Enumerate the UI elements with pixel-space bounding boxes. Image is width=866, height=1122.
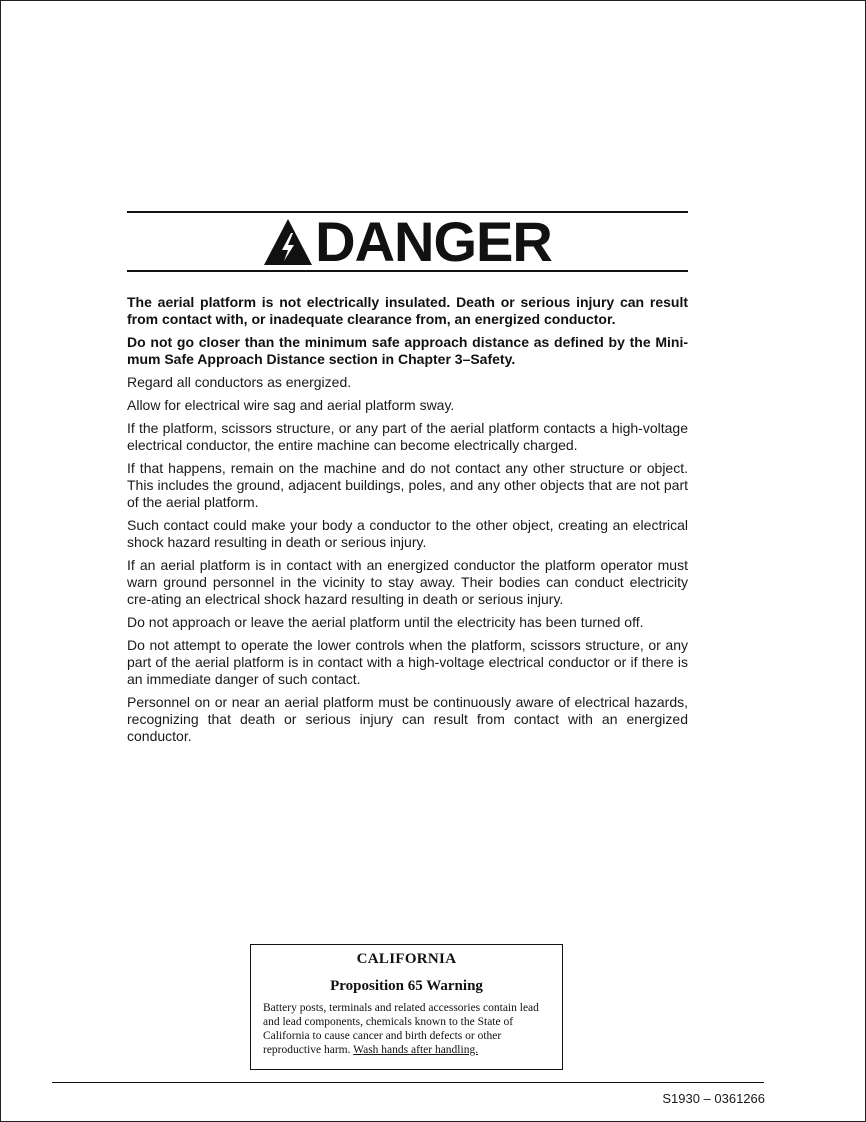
prop65-title: CALIFORNIA bbox=[356, 951, 457, 967]
danger-paragraph: Do not approach or leave the aerial platform until the electricity has been turned off. bbox=[127, 614, 644, 630]
danger-paragraph: The aerial platform is not electrically insulated. Death or serious injury can result from contact with, or inadequate clearance from, an energized conductor. bbox=[127, 294, 688, 327]
danger-paragraph: Do not attempt to operate the lower controls when the platform, scissors structure, or any part of the aerial platform is in contact with a high-voltage electrical conductor or if there is an immediate danger of such contact. bbox=[127, 637, 688, 687]
danger-title: DANGER bbox=[315, 209, 552, 273]
prop65-subtitle: Proposition 65 Warning bbox=[330, 978, 483, 994]
danger-paragraph: If an aerial platform is in contact with an energized conductor the platform operator must warn ground personnel in the vicinity to stay away. Their bodies can conduct electricity cre-ating an electrical shock hazard resulting in death or serious injury. bbox=[127, 557, 688, 607]
danger-paragraph: Allow for electrical wire sag and aerial platform sway. bbox=[127, 397, 455, 413]
danger-paragraphs bbox=[127, 294, 688, 745]
danger-paragraph: Do not go closer than the minimum safe approach distance as defined by the Mini-mum Safe Approach Distance section in Chapter 3–Safety. bbox=[127, 334, 688, 367]
danger-paragraph: If the platform, scissors structure, or any part of the aerial platform contacts a high-voltage electrical conductor, the entire machine can become electrically charged. bbox=[127, 420, 688, 453]
danger-paragraph: Such contact could make your body a conductor to the other object, creating an electrical shock hazard resulting in death or serious injury. bbox=[127, 517, 688, 550]
prop65-wash-hands: Wash hands after handling. bbox=[353, 1044, 479, 1056]
prop65-body-text: Battery posts, terminals and related accessories contain lead and lead components, chemicals known to the State of California to cause cancer and birth defects or other reproductive harm. bbox=[263, 1002, 539, 1056]
footer-rule bbox=[52, 1082, 764, 1083]
prop65-warning-box bbox=[250, 944, 563, 1070]
danger-paragraph: Personnel on or near an aerial platform must be continuously aware of electrical hazards, recognizing that death or serious injury can result from contact with an energized conductor. bbox=[127, 694, 688, 744]
danger-header bbox=[127, 209, 688, 273]
prop65-body bbox=[263, 1001, 550, 1057]
danger-section bbox=[127, 211, 688, 751]
danger-paragraph: Regard all conductors as energized. bbox=[127, 374, 352, 390]
electrical-hazard-triangle-icon bbox=[263, 218, 313, 266]
danger-paragraph: If that happens, remain on the machine and do not contact any other structure or object. This includes the ground, adjacent buildings, poles, and any other objects that are not part of the aerial platform. bbox=[127, 460, 688, 510]
document-code: S1930 – 0361266 bbox=[662, 1091, 765, 1106]
